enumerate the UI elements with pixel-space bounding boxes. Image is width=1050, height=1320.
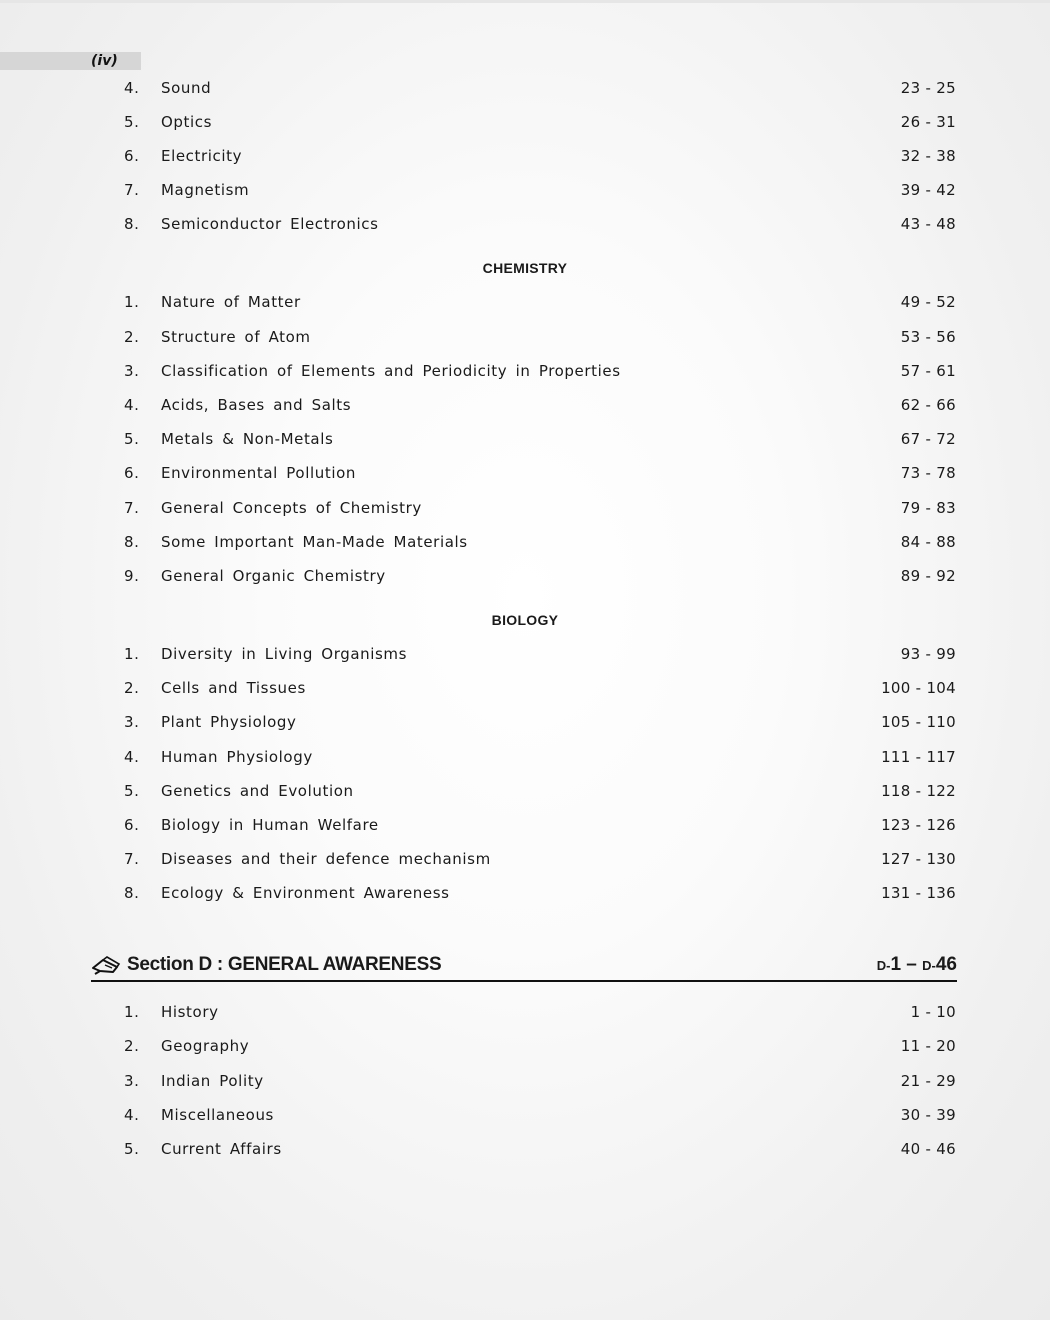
toc-title: General Concepts of Chemistry [161, 499, 422, 517]
toc-row[interactable] [0, 360, 1050, 382]
toc-title: Acids, Bases and Salts [161, 396, 352, 414]
toc-title: Sound [161, 79, 212, 97]
toc-title: Some Important Man-Made Materials [161, 533, 468, 551]
range-prefix: D- [922, 958, 936, 973]
toc-number: 5. [124, 782, 140, 800]
toc-row[interactable] [0, 643, 1050, 665]
toc-title: Miscellaneous [161, 1106, 274, 1124]
biology-heading: BIOLOGY [491, 612, 559, 628]
toc-title: Genetics and Evolution [161, 782, 354, 800]
toc-row[interactable] [0, 462, 1050, 484]
range-end: 46 [935, 954, 957, 975]
toc-number: 5. [124, 430, 140, 448]
toc-pages: 21 - 29 [900, 1072, 956, 1090]
toc-number: 5. [124, 113, 140, 131]
page-number: (iv) [91, 53, 118, 69]
toc-row[interactable] [0, 497, 1050, 519]
toc-number: 8. [124, 884, 140, 902]
page-number-tab [0, 52, 141, 70]
toc-row[interactable] [0, 213, 1050, 235]
toc-pages: 1 - 10 [910, 1003, 956, 1021]
toc-number: 6. [124, 147, 140, 165]
toc-title: Nature of Matter [161, 293, 301, 311]
toc-number: 2. [124, 1037, 140, 1055]
toc-row[interactable] [0, 291, 1050, 313]
toc-row[interactable] [0, 1035, 1050, 1057]
toc-title: Optics [161, 113, 213, 131]
toc-number: 1. [124, 293, 140, 311]
toc-pages: 23 - 25 [900, 79, 956, 97]
toc-pages: 89 - 92 [900, 567, 956, 585]
toc-row[interactable] [0, 1070, 1050, 1092]
toc-title: Diversity in Living Organisms [161, 645, 408, 663]
toc-number: 3. [124, 362, 140, 380]
toc-pages: 62 - 66 [900, 396, 956, 414]
toc-title: Geography [161, 1037, 250, 1055]
toc-row[interactable] [0, 394, 1050, 416]
pen-hand-icon [91, 954, 121, 976]
toc-pages: 73 - 78 [900, 464, 956, 482]
toc-row[interactable] [0, 77, 1050, 99]
toc-number: 7. [124, 850, 140, 868]
toc-title: Plant Physiology [161, 713, 297, 731]
toc-row[interactable] [0, 1138, 1050, 1160]
toc-row[interactable] [0, 111, 1050, 133]
toc-pages: 43 - 48 [900, 215, 956, 233]
toc-pages: 100 - 104 [881, 679, 956, 697]
section-d-title: Section D : GENERAL AWARENESS [127, 954, 442, 975]
toc-pages: 11 - 20 [900, 1037, 956, 1055]
toc-number: 2. [124, 679, 140, 697]
toc-pages: 93 - 99 [900, 645, 956, 663]
toc-pages: 131 - 136 [881, 884, 956, 902]
toc-number: 4. [124, 748, 140, 766]
toc-title: Biology in Human Welfare [161, 816, 379, 834]
toc-pages: 40 - 46 [900, 1140, 956, 1158]
toc-pages: 32 - 38 [900, 147, 956, 165]
toc-number: 1. [124, 1003, 140, 1021]
toc-pages: 49 - 52 [900, 293, 956, 311]
toc-title: Magnetism [161, 181, 250, 199]
toc-pages: 67 - 72 [900, 430, 956, 448]
toc-number: 7. [124, 499, 140, 517]
toc-row[interactable] [0, 814, 1050, 836]
page-top-edge [0, 0, 1050, 3]
toc-number: 4. [124, 396, 140, 414]
toc-number: 3. [124, 1072, 140, 1090]
toc-row[interactable] [0, 145, 1050, 167]
toc-row[interactable] [0, 780, 1050, 802]
toc-row[interactable] [0, 746, 1050, 768]
toc-number: 3. [124, 713, 140, 731]
toc-pages: 26 - 31 [900, 113, 956, 131]
toc-title: Diseases and their defence mechanism [161, 850, 491, 868]
toc-row[interactable] [0, 565, 1050, 587]
toc-number: 8. [124, 215, 140, 233]
toc-title: Current Affairs [161, 1140, 282, 1158]
section-d-header[interactable] [91, 952, 957, 982]
toc-number: 5. [124, 1140, 140, 1158]
toc-title: Semiconductor Electronics [161, 215, 379, 233]
toc-title: Structure of Atom [161, 328, 311, 346]
toc-number: 6. [124, 816, 140, 834]
toc-row[interactable] [0, 428, 1050, 450]
toc-number: 2. [124, 328, 140, 346]
toc-number: 6. [124, 464, 140, 482]
toc-pages: 123 - 126 [881, 816, 956, 834]
toc-number: 8. [124, 533, 140, 551]
toc-row[interactable] [0, 1104, 1050, 1126]
toc-row[interactable] [0, 1001, 1050, 1023]
section-d-page-range [877, 952, 957, 979]
toc-title: Human Physiology [161, 748, 313, 766]
toc-pages: 30 - 39 [900, 1106, 956, 1124]
toc-row[interactable] [0, 711, 1050, 733]
chemistry-heading: CHEMISTRY [482, 260, 568, 276]
toc-pages: 79 - 83 [900, 499, 956, 517]
toc-row[interactable] [0, 179, 1050, 201]
toc-row[interactable] [0, 848, 1050, 870]
toc-row[interactable] [0, 326, 1050, 348]
toc-title: Environmental Pollution [161, 464, 356, 482]
toc-title: Classification of Elements and Periodicity in Properties [161, 362, 621, 380]
toc-pages: 39 - 42 [900, 181, 956, 199]
toc-number: 1. [124, 645, 140, 663]
toc-row[interactable] [0, 677, 1050, 699]
toc-number: 4. [124, 1106, 140, 1124]
toc-title: Cells and Tissues [161, 679, 306, 697]
toc-title: Indian Polity [161, 1072, 264, 1090]
toc-pages: 105 - 110 [881, 713, 956, 731]
toc-number: 9. [124, 567, 140, 585]
toc-pages: 53 - 56 [900, 328, 956, 346]
toc-row[interactable] [0, 531, 1050, 553]
toc-title: Electricity [161, 147, 243, 165]
toc-title: History [161, 1003, 219, 1021]
toc-pages: 57 - 61 [900, 362, 956, 380]
toc-pages: 84 - 88 [900, 533, 956, 551]
toc-number: 4. [124, 79, 140, 97]
toc-title: General Organic Chemistry [161, 567, 386, 585]
range-start: 1 [890, 954, 902, 975]
toc-row[interactable] [0, 882, 1050, 904]
toc-pages: 118 - 122 [881, 782, 956, 800]
range-prefix: D- [876, 958, 891, 973]
toc-title: Ecology & Environment Awareness [161, 884, 450, 902]
toc-pages: 127 - 130 [881, 850, 956, 868]
toc-number: 7. [124, 181, 140, 199]
toc-title: Metals & Non-Metals [161, 430, 334, 448]
range-dash: – [901, 954, 923, 975]
toc-pages: 111 - 117 [881, 748, 956, 766]
